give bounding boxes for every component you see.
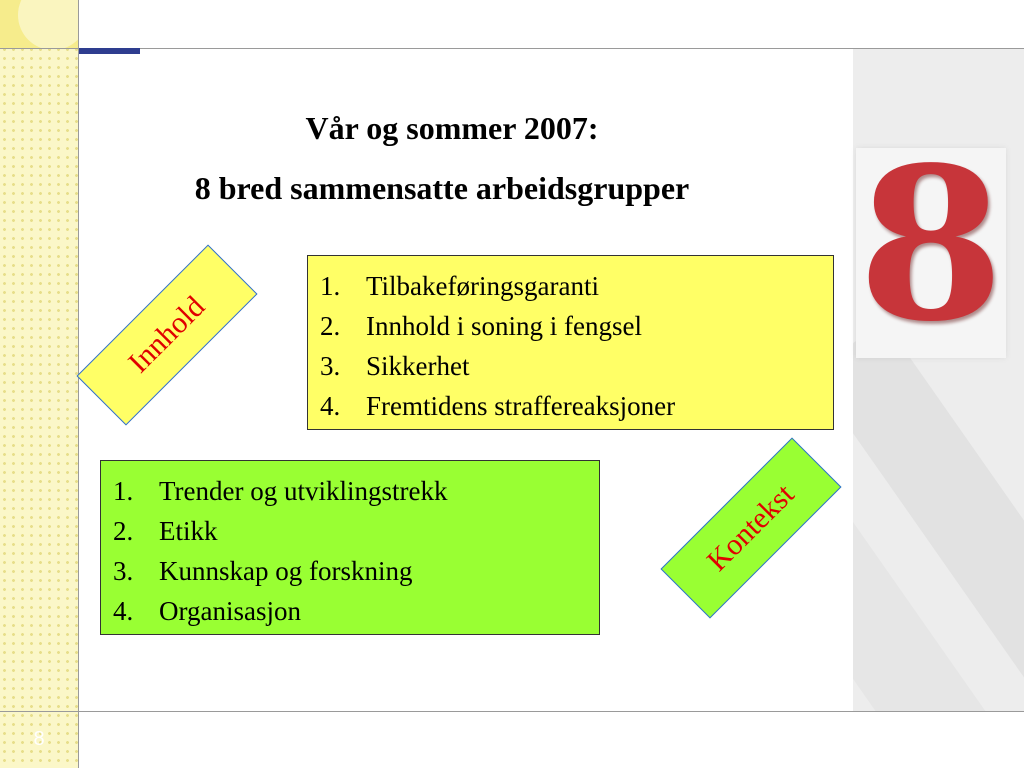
list-item-number: 4.	[113, 596, 134, 626]
list-item-number: 2.	[320, 311, 341, 341]
list-item-number: 4.	[320, 391, 341, 421]
kontekst-label: Kontekst	[660, 437, 841, 618]
accent-bar	[79, 48, 140, 54]
list-item-text: Innhold i soning i fengsel	[366, 311, 642, 341]
list-item	[113, 551, 587, 591]
list-item-number: 3.	[113, 556, 134, 586]
decorative-numeral-eight: 8	[857, 121, 1005, 368]
list-item-number: 1.	[320, 271, 341, 301]
innhold-label: Innhold	[76, 244, 257, 425]
list-item-number: 2.	[113, 516, 134, 546]
list-item-text: Sikkerhet	[366, 351, 470, 381]
list-item-text: Organisasjon	[159, 596, 301, 626]
list-item	[320, 386, 821, 426]
left-decorative-strip	[0, 0, 78, 768]
list-item-number: 3.	[320, 351, 341, 381]
list-item	[320, 306, 821, 346]
list-item	[113, 591, 587, 631]
list-item-text: Tilbakeføringsgaranti	[366, 271, 599, 301]
left-divider	[78, 0, 79, 768]
list-item-text: Trender og utviklingstrekk	[159, 476, 448, 506]
kontekst-group-list	[100, 460, 600, 635]
innhold-group-list	[307, 255, 834, 430]
slide-number: 8	[33, 728, 45, 750]
slide-title-line-2: 8 bred sammensatte arbeidsgrupper	[194, 170, 690, 206]
list-item	[113, 471, 587, 511]
list-item-text: Etikk	[159, 516, 218, 546]
list-item-text: Fremtidens straffereaksjoner	[366, 391, 676, 421]
bottom-divider	[0, 711, 1024, 712]
list-item	[320, 266, 821, 306]
list-item-text: Kunnskap og forskning	[159, 556, 413, 586]
list-item	[113, 511, 587, 551]
list-item-number: 1.	[113, 476, 134, 506]
slide-title-line-1: Vår og sommer 2007:	[305, 110, 599, 146]
list-item	[320, 346, 821, 386]
corner-logo-shape	[0, 0, 78, 48]
